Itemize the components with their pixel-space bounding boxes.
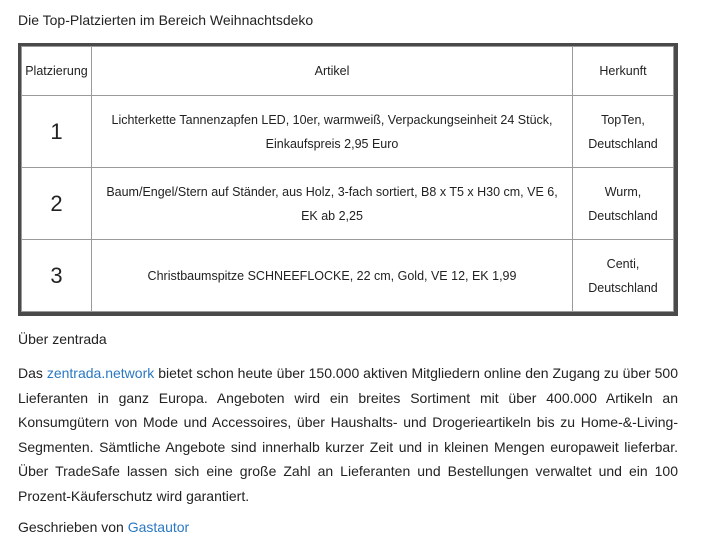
place-cell: 3 xyxy=(22,240,92,312)
section-heading: Die Top-Platzierten im Bereich Weihnachtsdeko xyxy=(18,12,314,28)
origin-cell xyxy=(573,240,674,312)
author-link[interactable]: Gastautor xyxy=(127,519,190,535)
byline xyxy=(18,515,189,540)
about-prefix: Das xyxy=(18,365,47,381)
article-line: Einkaufspreis 2,95 Euro xyxy=(265,136,399,151)
article-line: Baum/Engel/Stern auf Ständer, aus Holz, 3-fach sortiert, B8 x T5 x H30 cm, VE 6, xyxy=(106,184,558,199)
about-body: bietet schon heute über 150.000 aktiven Mitgliedern online den Zugang zu über 500 Lieferanten in ganz Europa. Angeboten wird ein breites Sortiment mit über 400.000 Artikeln an Konsumgütern von Mode und Accessoires, über Haushalts- und Drogerieartikeln bis zu Home-&-Living-Segmenten. Sämtliche Angebote sind innerhalb kurzer Zeit und in kleinen Mengen europaweit lieferbar. Über TradeSafe lassen sich eine große Zahl an Lieferanten und Bestellungen verwaltet und ein 100 Prozent-Käuferschutz wird garantiert. xyxy=(18,365,678,504)
table-header-row xyxy=(22,47,674,96)
origin-line: Deutschland xyxy=(588,136,658,151)
table-row xyxy=(22,240,674,312)
header-artikel: Artikel xyxy=(92,47,573,96)
zentrada-network-link[interactable]: zentrada.network xyxy=(46,365,155,381)
top-placements-table xyxy=(18,43,678,316)
table-row xyxy=(22,168,674,240)
origin-cell xyxy=(573,96,674,168)
article-cell xyxy=(92,240,573,312)
byline-prefix: Geschrieben von xyxy=(18,519,128,535)
table-row xyxy=(22,96,674,168)
origin-line: Centi, xyxy=(606,256,640,271)
header-platzierung: Platzierung xyxy=(22,47,92,96)
origin-line: Deutschland xyxy=(588,208,658,223)
header-herkunft: Herkunft xyxy=(573,47,674,96)
origin-line: Deutschland xyxy=(588,280,658,295)
article-cell xyxy=(92,168,573,240)
origin-cell xyxy=(573,168,674,240)
place-cell: 1 xyxy=(22,96,92,168)
article-line: Lichterkette Tannenzapfen LED, 10er, warmweiß, Verpackungseinheit 24 Stück, xyxy=(111,112,553,127)
place-cell: 2 xyxy=(22,168,92,240)
article-cell xyxy=(92,96,573,168)
article-line: EK ab 2,25 xyxy=(301,208,363,223)
origin-line: Wurm, xyxy=(604,184,642,199)
origin-line: TopTen, xyxy=(601,112,645,127)
about-paragraph xyxy=(18,361,678,508)
article-line: Christbaumspitze SCHNEEFLOCKE, 22 cm, Gold, VE 12, EK 1,99 xyxy=(147,268,517,283)
about-heading: Über zentrada xyxy=(18,331,107,347)
